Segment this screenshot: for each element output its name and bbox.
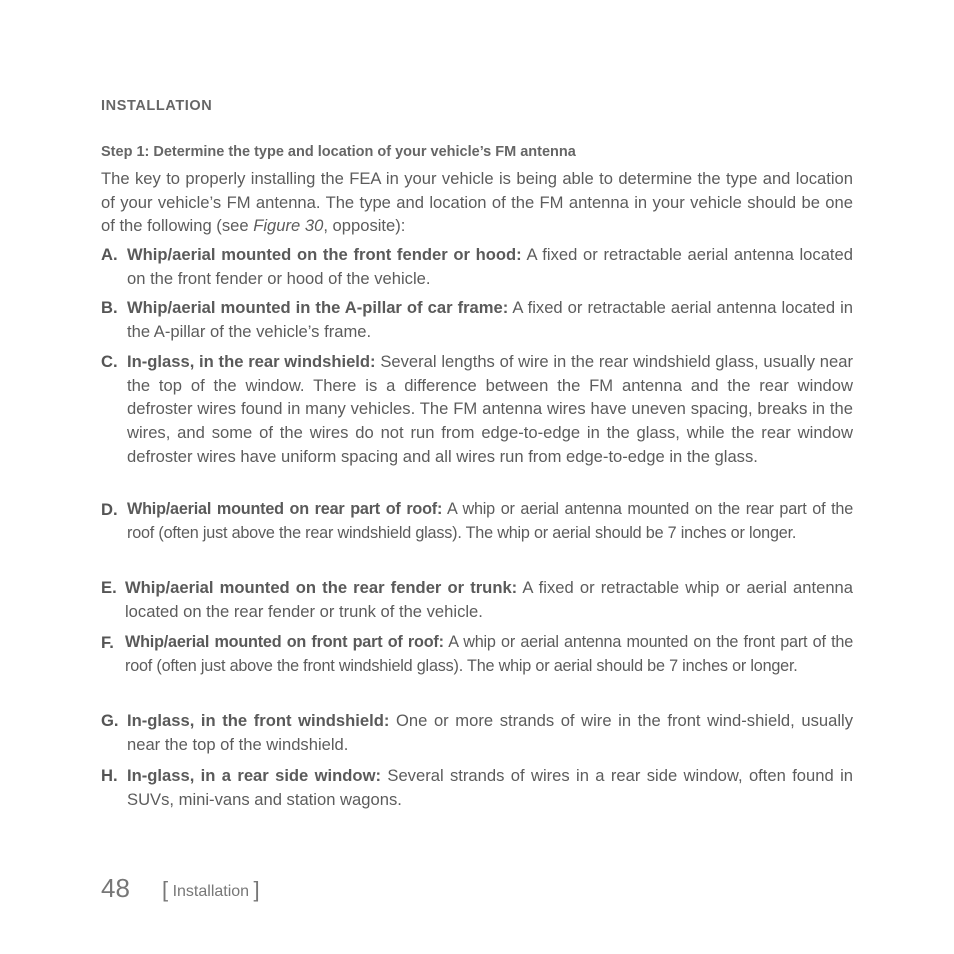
bracket-open: [	[162, 877, 169, 902]
item-letter: F.	[101, 633, 114, 652]
step-heading: Step 1: Determine the type and location of your vehicle’s FM antenna	[101, 144, 576, 160]
item-letter: C.	[101, 352, 118, 371]
item-letter: H.	[101, 766, 118, 785]
item-letter: B.	[101, 298, 118, 317]
list-item-c	[101, 350, 853, 469]
item-letter: G.	[101, 711, 119, 730]
item-term: In-glass, in a rear side window:	[127, 766, 382, 785]
list-item-h	[101, 764, 853, 811]
list-item-e	[101, 576, 853, 623]
item-description: One or more strands of wire in the front wind-shield, usually near the top of the windshield.	[127, 711, 853, 754]
page-number: 48	[101, 873, 130, 903]
list-item-f	[101, 631, 853, 678]
intro-paragraph	[101, 167, 853, 238]
item-term: Whip/aerial mounted on the front fender or hood:	[127, 245, 522, 264]
item-description: A whip or aerial antenna mounted on the front part of the roof (often just above the front windshield glass). The whip or aerial should be 7 inches or longer.	[125, 633, 853, 675]
list-item-g	[101, 709, 853, 756]
item-term: In-glass, in the front windshield:	[127, 711, 390, 730]
item-term: Whip/aerial mounted on rear part of roof:	[127, 500, 443, 518]
item-term: Whip/aerial mounted on front part of roof:	[125, 633, 444, 651]
intro-text: The key to properly installing the FEA in your vehicle is being able to determine the type and location of your vehicle’s FM antenna. The type and location of the FM antenna in your vehicle should be one of the following (see	[101, 169, 853, 236]
item-description: Several lengths of wire in the rear windshield glass, usually near the top of the window. There is a difference between the FM antenna and the rear window defroster wires found in many vehicles. The FM antenna wires have uneven spacing, breaks in the wires, and some of the wires do not run from edge-to-edge in the glass, while the rear window defroster wires have uniform spacing and all wires run from edge-to-edge in the glass.	[127, 352, 854, 466]
footer-section-name: Installation	[172, 883, 250, 900]
item-description: A fixed or retractable whip or aerial antenna located on the rear fender or trunk of the vehicle.	[125, 578, 853, 621]
item-term: In-glass, in the rear windshield:	[127, 352, 376, 371]
list-item-b	[101, 296, 853, 343]
item-letter: D.	[101, 500, 118, 519]
figure-reference: Figure 30	[253, 216, 324, 236]
item-description: A fixed or retractable aerial antenna located on the front fender or hood of the vehicle.	[127, 245, 853, 288]
bracket-close: ]	[253, 877, 260, 902]
item-description: Several strands of wires in a rear side window, often found in SUVs, mini-vans and station wagons.	[127, 766, 853, 809]
item-term: Whip/aerial mounted on the rear fender or trunk:	[125, 578, 518, 597]
list-item-a	[101, 243, 853, 290]
item-term: Whip/aerial mounted in the A-pillar of car frame:	[127, 298, 509, 317]
intro-text-end: , opposite):	[323, 216, 406, 236]
footer-section-label	[162, 876, 260, 902]
list-item-d	[101, 498, 853, 545]
item-description: A whip or aerial antenna mounted on the rear part of the roof (often just above the rear windshield glass). The whip or aerial should be 7 inches or longer.	[127, 500, 853, 542]
section-label: INSTALLATION	[101, 98, 213, 114]
item-letter: A.	[101, 245, 118, 264]
item-letter: E.	[101, 578, 117, 597]
item-description: A fixed or retractable aerial antenna located in the A-pillar of the vehicle’s frame.	[127, 298, 853, 341]
